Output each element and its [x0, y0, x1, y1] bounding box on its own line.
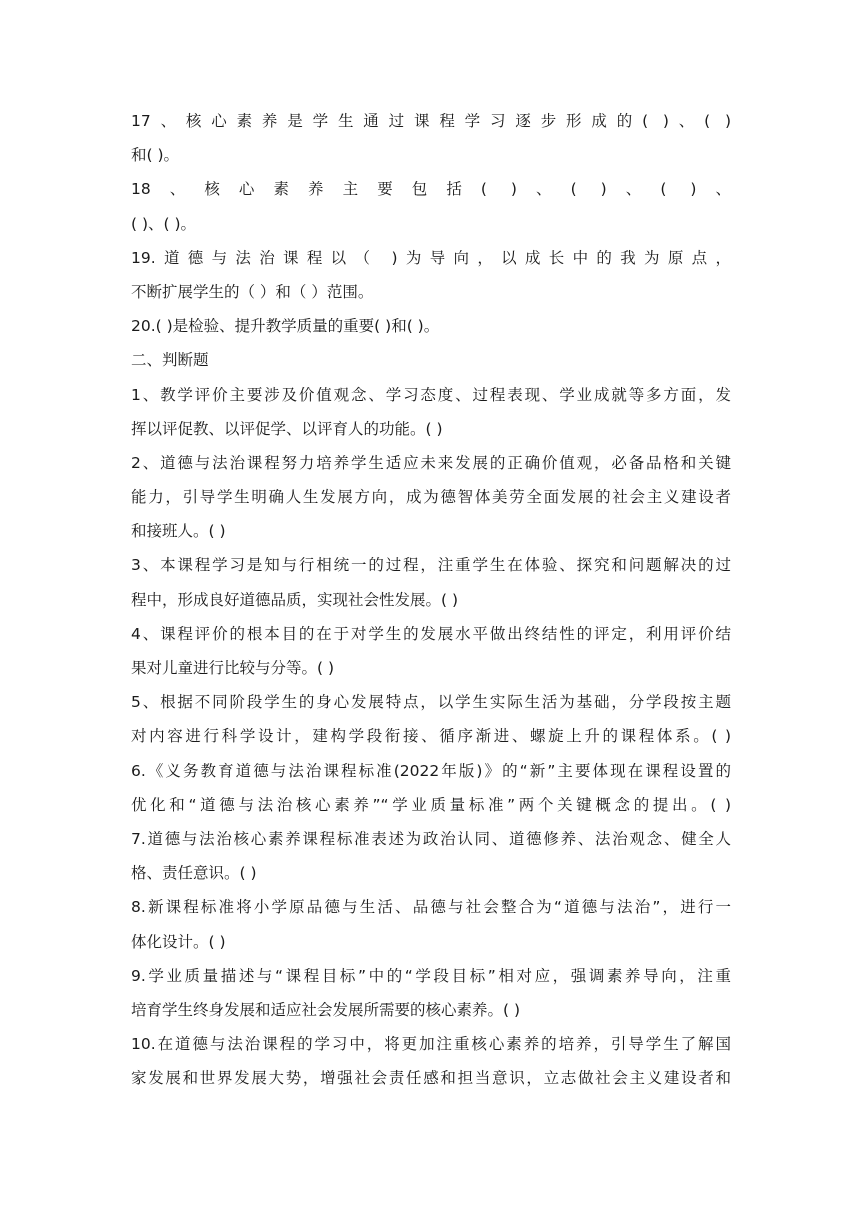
text-line: 17、核心素养是学生通过课程学习逐步形成的( )、( )	[131, 112, 731, 130]
text-line: 挥以评促教、以评促学、以评育人的功能。( )	[131, 419, 443, 438]
text-line: 对内容进行科学设计，建构学段衔接、循序渐进、螺旋上升的课程体系。( )	[131, 727, 731, 746]
text-line: 能力，引导学生明确人生发展方向，成为德智体美劳全面发展的社会主义建设者	[131, 488, 731, 507]
text-line: 培育学生终身发展和适应社会发展所需要的核心素养。( )	[131, 1000, 521, 1019]
text-line: 程中，形成良好道德品质，实现社会性发展。( )	[131, 590, 459, 609]
text-line: 19.道德与法治课程以（ )为导向，以成长中的我为原点，	[131, 248, 731, 267]
text-line: 2、道德与法治课程努力培养学生适应未来发展的正确价值观，必备品格和关键	[131, 453, 731, 472]
text-line: 5、根据不同阶段学生的身心发展特点，以学生实际生活为基础，分学段按主题	[131, 693, 731, 712]
text-line: 不断扩展学生的（ ）和（ ）范围。	[131, 282, 374, 301]
text-line: ( )、( )。	[131, 214, 197, 233]
text-line: 1、教学评价主要涉及价值观念、学习态度、过程表现、学业成就等多方面，发	[131, 385, 731, 404]
text-line: 20.( )是检验、提升教学质量的重要( )和( )。	[131, 317, 440, 336]
text-line: 果对儿童进行比较与分等。( )	[131, 659, 335, 677]
text-line: 9.学业质量描述与“课程目标”中的“学段目标”相对应，强调素养导向，注重	[131, 966, 731, 985]
text-line: 10.在道德与法治课程的学习中，将更加注重核心素养的培养，引导学生了解国	[131, 1035, 731, 1054]
text-line: 优化和“道德与法治核心素养”“学业质量标准”两个关键概念的提出。( )	[131, 795, 731, 814]
text-line: 3、本课程学习是知与行相统一的过程，注重学生在体验、探究和问题解决的过	[131, 556, 731, 575]
text-line: 4、课程评价的根本目的在于对学生的发展水平做出终结性的评定，利用评价结	[131, 624, 731, 643]
text-line: 体化设计。( )	[131, 932, 226, 951]
text-line: 和接班人。( )	[131, 522, 226, 541]
document-body	[131, 104, 731, 1095]
text-line: 8.新课程标准将小学原品德与生活、品德与社会整合为“道德与法治”，进行一	[131, 898, 731, 917]
text-line: 7.道德与法治核心素养课程标准表述为政治认同、道德修养、法治观念、健全人	[131, 829, 731, 848]
text-line: 和( )。	[131, 146, 180, 165]
text-line: 格、责任意识。( )	[131, 864, 257, 883]
text-line: 18、核心素养主要包括( )、( )、( )、	[131, 180, 731, 199]
text-line: 家发展和世界发展大势，增强社会责任感和担当意识，立志做社会主义建设者和	[131, 1069, 731, 1088]
text-line: 二、判断题	[131, 351, 209, 370]
text-line: 6.《义务教育道德与法治课程标准(2022年版)》的“新”主要体现在课程设置的	[131, 761, 731, 780]
